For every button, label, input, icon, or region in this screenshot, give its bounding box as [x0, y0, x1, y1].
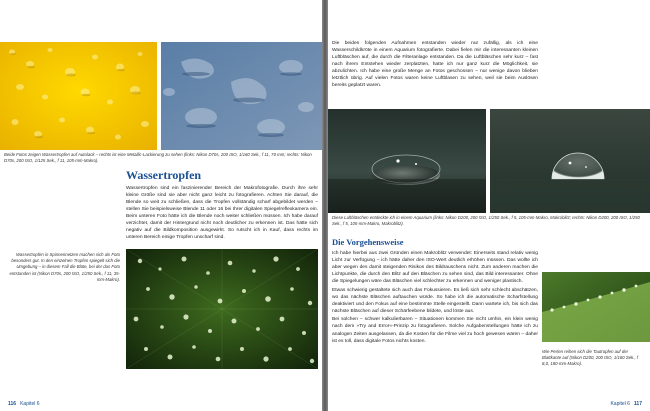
page-number-left: 116 [8, 401, 17, 407]
folio-left [4, 397, 40, 411]
yellow-paint-drops-photo [0, 42, 157, 150]
caption-side: Wassertropfen in Spinnennetzen machen sich als Foto besonders gut. In den einzelnen Tropfen spiegelt sich die Umgebung – in diesem Fall die Blüte, bei der das Foto entstanden ist (Nikon D70s, 200 ISO, 1/250 Sek., f 11, 35-mm-Makro). [9, 252, 120, 282]
intro-paragraph: Die beiden folgenden Aufnahmen entstanden wieder nur zufällig, als ich eine Wasserschildkröte in einem Aquarium fotografierte. Dabei fielen mir die interessanten kleinen Luftbläschen auf, die durch die Filteranlage entstanden. Da die Luftbläschen sehr kurz – fast nach ihrem Entstehen wieder zerplatzten, hatte ich nur ganz kurz die Möglichkeit, sie abzulichten. Ich habe eine große Menge an Fotos geschossen – nur wenige davon blieben letztlich übrig. Auf vielen Fotos waren keine Luftblasen zu sehen, weil sie beim Auslösen bereits geplatzt waren. [332, 41, 538, 89]
body-paragraph: Wassertropfen sind ein faszinierender Bereich der Makrofotografie. Durch ihre sehr kleine Größe sind sie aber nicht ganz leicht zu fotografieren. Achten Sie darauf, die Blende so weit zu schließen, dass die Tropfen vollständig scharf abgebildet werden – stellen Sie beispielsweise Blende 11 oder 16 bei Ihrer digitalen Spiegelreflexkamera ein. Beim unteren Foto hätte ich die Blende noch weiter schließen müssen. Ich habe darauf verzichtet, damit der Hintergrund nicht noch deutlicher zu erkennen ist. Das hätte sich negativ auf die Bildkomposition ausgewirkt. So rutscht ich in Kauf, dass rechts im unteren Bereich einige Tropfen unscharf sind. [126, 186, 318, 241]
aquarium-bubble-right-photo [490, 109, 650, 213]
metallic-paint-drops-photo [161, 42, 322, 150]
intro-text [332, 40, 538, 91]
heading-vorgehensweise: Die Vorgehensweise [332, 237, 404, 247]
leaf-dew-drops-photo [542, 272, 650, 342]
spiderweb-drops-photo [126, 249, 318, 369]
method-text [332, 250, 538, 346]
aquarium-bubble-left-photo [328, 109, 486, 213]
caption-middle: Diese Luftbläschen entdeckte ich in einem Aquarium (links: Nikon D200, 200 ISO, 1/250 Sek., f 5, 105-mm-Makro, Makroblitz; rechts: Nikon D200, 200 ISO, 1/250 Sek., f 5, 105-mm-Makro, Makroblitz). [332, 215, 640, 227]
chapter-label-right: Kapitel 6 [610, 401, 630, 407]
method-paragraph-2: Etwas schwierig gestaltete sich auch das Fokussieren. Es ließ sich sehr schlecht abschätzen, wo das nächste Bläschen auftauchen würde. So habe ich die automatische Scharfstellung deaktiviert und den Fokus auf eine bestimmte Stelle eingestellt. Dann wartete ich, bis sich das nächste Bläschen auf dieser Schärfeebene bildete, und löste aus. [332, 287, 538, 314]
method-paragraph-1: Ich habe hierbei aus zwei Gründen einen Makroblitz verwendet: Einerseits stand relativ wenig Licht zur Verfügung – ich hätte daher den ISO-Wert deutlich erhöhen müssen. Das wollte ich aber wegen des damit steigenden Risikos des Bildrauschens nicht. Zum anderen machen die Lichtpunkte, die durch den Blitz auf den Bläschen zu sehen sind, das Bild interessanter. Ohne die Spiegelungen wäre das Bläschen viel schlechter zu erkennen und weniger plastisch. [332, 251, 538, 285]
method-paragraph-3: Bei solchen – schwer kalkulierbaren – Situationen kommen Sie nicht umhin, ein klein wenig nach dem »Try and Error«-Prinzip zu fotografieren. Solche Aufgabenstellungen hätte ich zu analogen Zeiten ausgelassen, da die Kosten für die Filme viel zu hoch gewesen wären – daher ist es toll, dass digitale Fotos nichts kosten. [332, 317, 538, 344]
right-page [328, 0, 650, 411]
page-number-right: 117 [633, 401, 642, 407]
body-text [126, 185, 318, 243]
heading-wassertropfen: Wassertropfen [126, 168, 202, 182]
left-page [0, 0, 322, 411]
caption-top: Beide Fotos zeigen Wassertropfen auf Autolack – rechts ist eine Metallic-Lackierung zu sehen (links: Nikon D70s, 200 ISO, 1/160 Sek., f 11, 70 mm; rechts: Nikon D70s, 200 ISO, 1/125 Sek., f 11, 105-mm-Makro). [4, 152, 312, 164]
chapter-label-left: Kapitel 6 [20, 401, 40, 407]
folio-right [610, 397, 646, 411]
caption-side-right: Wie Perlen reihen sich die Tautropfen auf der Blattkante auf (Nikon D200, 200 ISO, 1/160 Sek., f 8,0, 180-mm-Makro). [542, 349, 639, 367]
